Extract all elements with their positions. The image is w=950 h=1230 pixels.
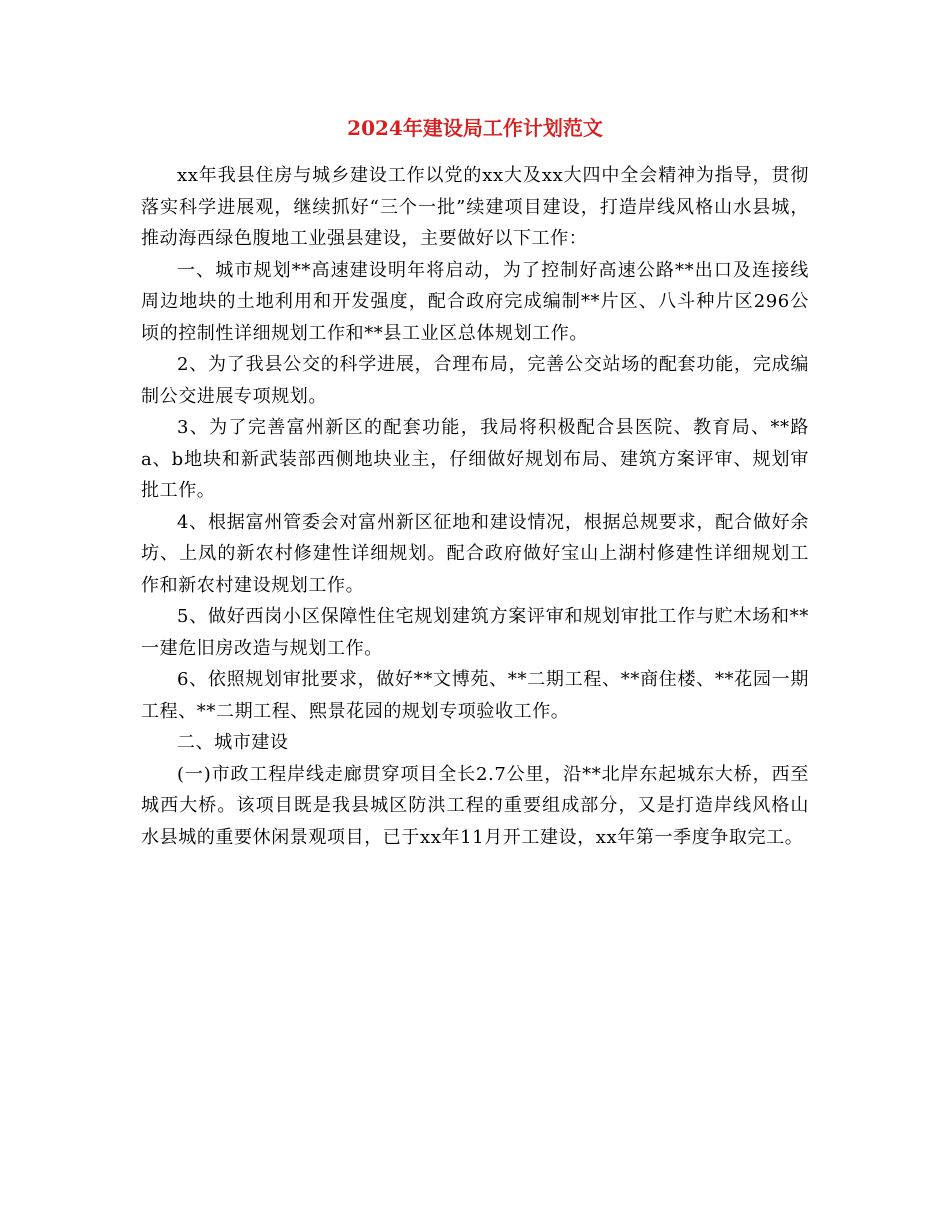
document-title: 2024年建设局工作计划范文	[347, 116, 603, 140]
paragraph-item-2: 2、为了我县公交的科学进展，合理布局，完善公交站场的配套功能，完成编制公交进展专项规划。	[141, 354, 809, 407]
paragraph-municipal-engineering: (一)市政工程岸线走廊贯穿项目全长2.7公里，沿**北岸东起城东大桥，西至城西大桥。该项目既是我县城区防洪工程的重要组成部分，又是打造岸线风格山水县城的重要休闲景观项目，已于xx年11月开工建设，xx年第一季度争取完工。	[141, 763, 809, 848]
document-body	[141, 160, 809, 853]
section-heading-urban-construction: 二、城市建设	[177, 732, 289, 753]
paragraph-item-3: 3、为了完善富州新区的配套功能，我局将积极配合县医院、教育局、**路a、b地块和新武装部西侧地块业主，仔细做好规划布局、建筑方案评审、规划审批工作。	[141, 417, 809, 501]
paragraph-urban-planning: 一、城市规划**高速建设明年将启动，为了控制好高速公路**出口及连接线周边地块的土地利用和开发强度，配合政府完成编制**片区、八斗种片区296公顷的控制性详细规划工作和**县工业区总体规划工作。	[141, 259, 809, 344]
paragraph-intro: xx年我县住房与城乡建设工作以党的xx大及xx大四中全会精神为指导，贯彻落实科学进展观，继续抓好“三个一批”续建项目建设，打造岸线风格山水县城，推动海西绿色腹地工业强县建设，主要做好以下工作：	[141, 165, 809, 249]
paragraph-item-6: 6、依照规划审批要求，做好**文博苑、**二期工程、**商住楼、**花园一期工程、**二期工程、熙景花园的规划专项验收工作。	[141, 669, 809, 722]
paragraph-item-4: 4、根据富州管委会对富州新区征地和建设情况，根据总规要求，配合做好余坊、上凤的新农村修建性详细规划。配合政府做好宝山上湖村修建性详细规划工作和新农村建设规划工作。	[141, 511, 809, 596]
paragraph-item-5: 5、做好西岗小区保障性住宅规划建筑方案评审和规划审批工作与贮木场和**一建危旧房改造与规划工作。	[141, 606, 809, 659]
